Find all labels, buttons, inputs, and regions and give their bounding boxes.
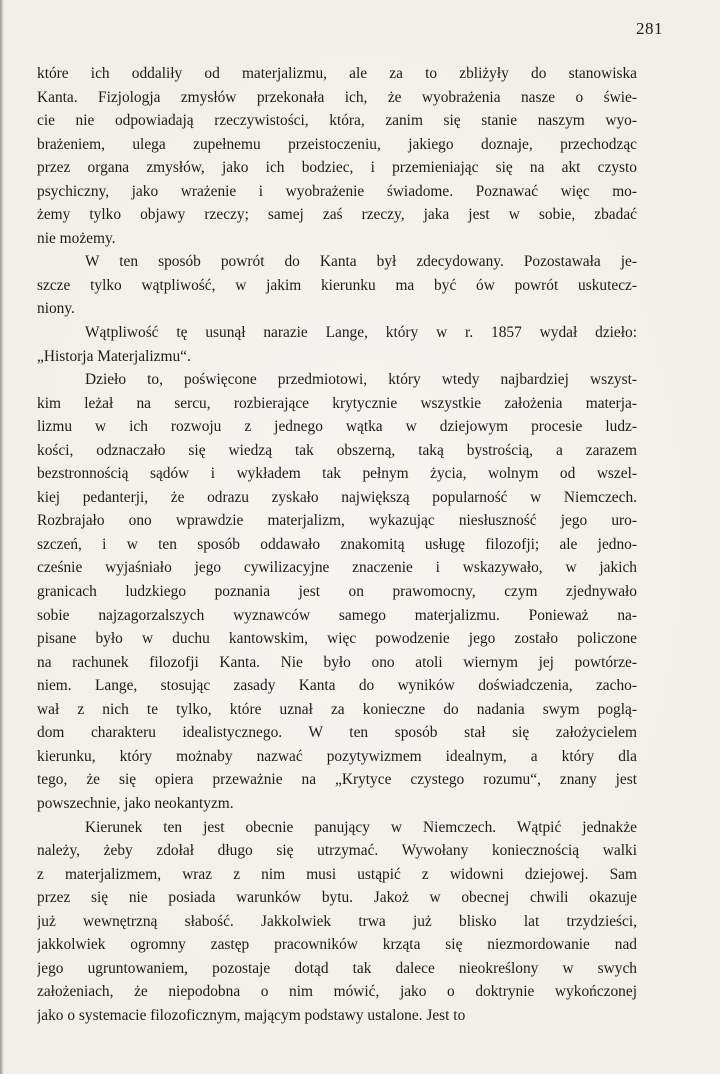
text-line: Wątpliwość tę usunął narazie Lange, który w r. 1857 wydał dzieło: xyxy=(85,324,637,342)
text-line: jako o systemacie filozoficznym, mającym podstawy ustalone. Jest to xyxy=(37,1006,466,1024)
text-line: cie nie odpowiadają rzeczywistości, która, zanim się stanie naszym wyo- xyxy=(37,112,637,130)
text-line: wał z nich te tylko, które uznał za konieczne do nadania swym poglą- xyxy=(37,700,637,718)
text-line: pisane było w duchu kantowskim, więc powodzenie jego zostało policzone xyxy=(37,630,637,648)
paragraph xyxy=(37,250,637,321)
text-line: niony. xyxy=(37,300,75,318)
text-line: tego, że się opiera przeważnie na „Krytyce czystego rozumu“, znany jest xyxy=(37,771,637,789)
text-line: sobie najzagorzalszych wyznawców samego materjalizmu. Ponieważ na- xyxy=(37,606,637,624)
text-line: nie możemy. xyxy=(37,229,116,247)
paragraph xyxy=(37,62,637,250)
text-line: przez się nie posiada warunków bytu. Jakoż w obecnej chwili okazuje xyxy=(37,889,637,907)
text-line: cześnie wyjaśniało jego cywilizacyjne znaczenie i wskazywało, w jakich xyxy=(37,559,637,577)
paragraph xyxy=(37,321,637,368)
page-edge-shadow xyxy=(0,0,4,1074)
text-line: należy, żeby zdołał długo się utrzymać. Wywołany koniecznością walki xyxy=(37,842,637,860)
text-line: już wewnętrzną słabość. Jakkolwiek trwa już blisko lat trzydzieści, xyxy=(37,912,637,930)
text-line: kości, odznaczało się wiedzą tak obszerną, taką bystrością, a zarazem xyxy=(37,441,637,459)
text-line: kierunku, który możnaby nazwać pozytywizmem idealnym, a który dla xyxy=(37,747,637,765)
text-line: Rozbrajało ono wprawdzie materjalizm, wykazując niesłuszność jego uro- xyxy=(37,512,637,530)
paragraph xyxy=(37,816,637,1028)
text-line: granicach ludzkiego poznania jest on prawomocny, czym zjednywało xyxy=(37,583,637,601)
text-line: kiej pedanterji, że odrazu zyskało największą popularność w Niemczech. xyxy=(37,488,637,506)
text-line: dom charakteru idealistycznego. W ten sposób stał się założycielem xyxy=(37,724,637,742)
text-line: żemy tylko objawy rzeczy; samej zaś rzeczy, jaka jest w sobie, zbadać xyxy=(37,206,637,224)
text-line: jego ugruntowaniem, pozostaje dotąd tak dalece nieokreślony w swych xyxy=(37,959,637,977)
text-line: brażeniem, ulega zupełnemu przeistoczeniu, jakiego doznaje, przechodząc xyxy=(37,135,637,153)
body-text xyxy=(37,62,637,1027)
text-line: szczeń, i w ten sposób oddawało znakomitą usługę filozofji; ale jedno- xyxy=(37,535,637,553)
paragraph xyxy=(37,368,637,815)
text-line: lizmu w ich rozwoju z jednego wątka w dziejowym procesie ludz- xyxy=(37,418,637,436)
text-line: niem. Lange, stosując zasady Kanta do wyników doświadczenia, zacho- xyxy=(37,677,637,695)
text-line: przez organa zmysłów, jako ich bodziec, i przemieniając się na akt czysto xyxy=(37,159,637,177)
text-line: na rachunek filozofji Kanta. Nie było ono atoli wiernym jej powtórze- xyxy=(37,653,637,671)
text-line: powszechnie, jako neokantyzm. xyxy=(37,794,234,812)
text-line: Dzieło to, poświęcone przedmiotowi, który wtedy najbardziej wszyst- xyxy=(85,371,637,389)
text-line: kim leżał na sercu, rozbierające krytycznie wszystkie założenia materja- xyxy=(37,394,637,412)
text-line: założeniach, że niepodobna o nim mówić, jako o doktrynie wykończonej xyxy=(37,983,637,1001)
text-line: które ich oddaliły od materjalizmu, ale za to zbliżyły do stanowiska xyxy=(37,65,637,82)
page-number: 281 xyxy=(636,19,663,38)
text-line: jakkolwiek ogromny zastęp pracowników krząta się niezmordowanie nad xyxy=(37,936,637,954)
text-line: szcze tylko wątpliwość, w jakim kierunku ma być ów powrót uskutecz- xyxy=(37,276,637,294)
text-line: W ten sposób powrót do Kanta był zdecydowany. Pozostawała je- xyxy=(85,253,637,271)
text-line: Kierunek ten jest obecnie panujący w Niemczech. Wątpić jednakże xyxy=(85,818,637,836)
text-line: Kanta. Fizjologja zmysłów przekonała ich, że wyobrażenia nasze o świe- xyxy=(37,88,637,106)
text-line: „Historja Materjalizmu“. xyxy=(37,347,191,365)
text-line: bezstronnością sądów i wykładem tak pełnym życia, wolnym od wszel- xyxy=(37,465,637,483)
text-line: psychiczny, jako wrażenie i wyobrażenie świadome. Poznawać więc mo- xyxy=(37,182,637,200)
text-line: z materjalizmem, wraz z nim musi ustąpić z widowni dziejowej. Sam xyxy=(37,865,637,883)
